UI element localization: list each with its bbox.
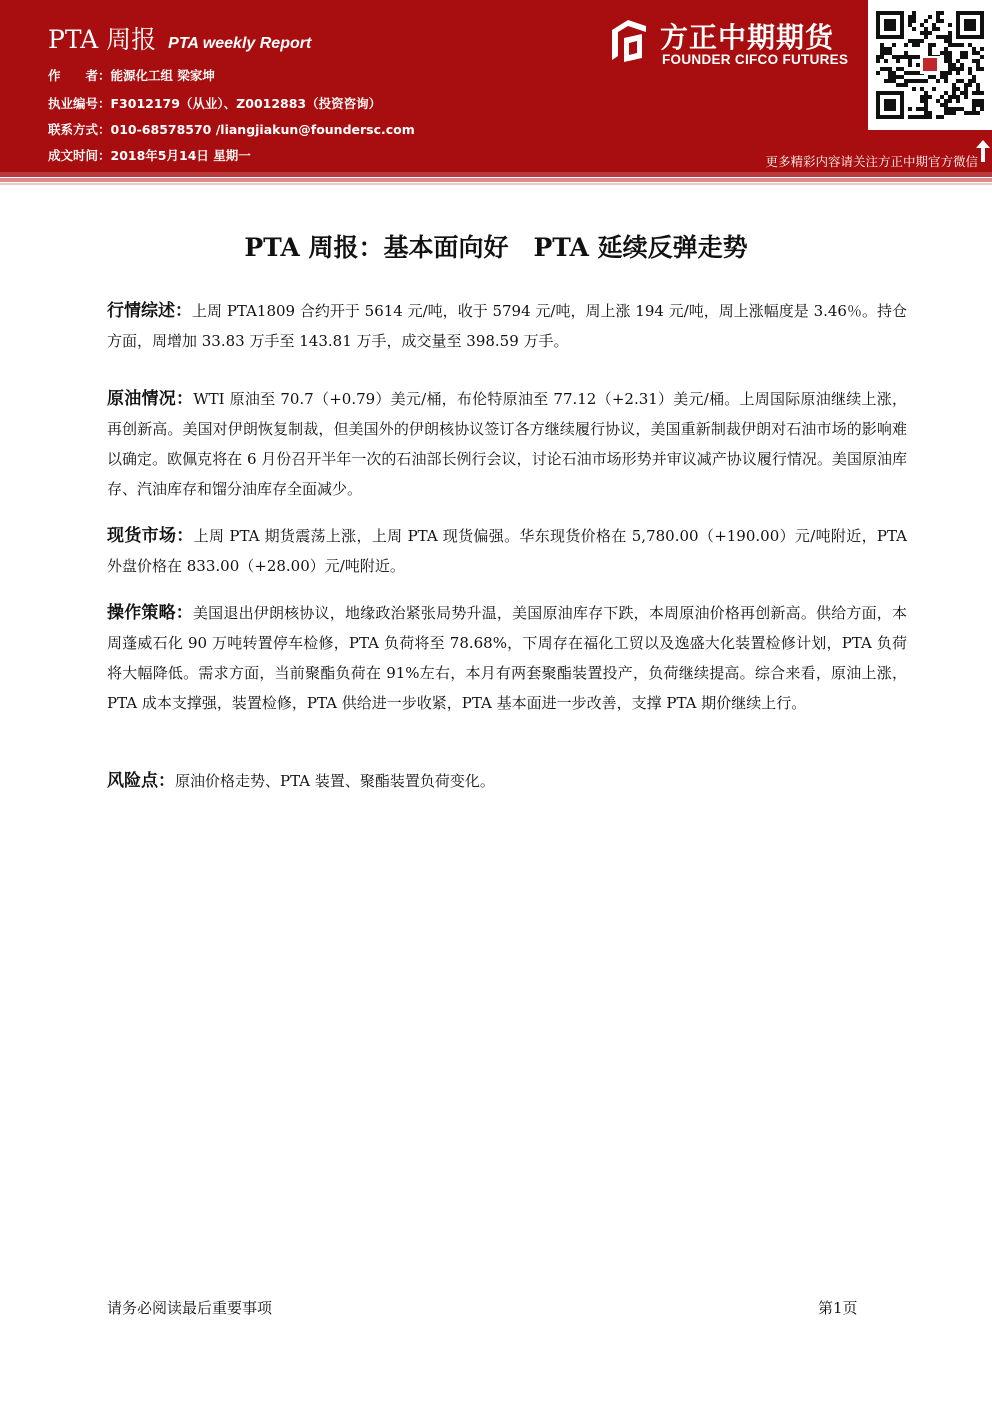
follow-wechat-text: 更多精彩内容请关注方正中期官方微信	[765, 154, 978, 169]
license-line	[48, 94, 381, 112]
logo-chinese-name: 方正中期期货	[660, 21, 835, 54]
author-value: 能源化工组 梁家坤	[110, 68, 215, 83]
section-strategy	[107, 598, 907, 718]
license-value: F3012179（从业）、Z0012883（投资咨询）	[110, 96, 382, 111]
license-label: 执业编号：	[48, 96, 111, 111]
date-value: 2018年5月14日 星期一	[110, 148, 251, 163]
report-title-row	[48, 20, 311, 56]
section-heading: 原油情况：	[107, 389, 194, 409]
date-line	[48, 146, 251, 164]
footer-notice: 请务必阅读最后重要事项	[107, 1299, 273, 1317]
section-spot-market	[107, 521, 907, 581]
logo-english-name: FOUNDER CIFCO FUTURES	[662, 52, 849, 67]
logo-mark-icon	[608, 18, 650, 64]
author-line	[48, 66, 215, 84]
section-text: 上周 PTA1809 合约开于 5614 元/吨，收于 5794 元/吨，周上涨 194 元/吨，周上涨幅度是 3.46％。持仓方面，周增加 33.83 万手至 143.81 万手，成交量至 398.59 万手。	[107, 302, 907, 350]
section-crude-oil	[107, 384, 907, 504]
header-divider	[0, 172, 992, 177]
arrow-up-icon	[976, 140, 990, 162]
section-heading: 现货市场：	[107, 526, 194, 546]
qr-code-icon	[876, 6, 984, 124]
section-text: 美国退出伊朗核协议，地缘政治紧张局势升温，美国原油库存下跌，本周原油价格再创新高。供给方面，本周蓬威石化 90 万吨转置停车检修，PTA 负荷将至 78.68%，下周存在福化工贸以及逸盛大化装置检修计划，PTA 负荷将大幅降低。需求方面，当前聚酯负荷在 91%左右，本月有两套聚酯装置投产，负荷继续提高。综合来看，原油上涨，PTA 成本支撑强，装置检修，PTA 供给进一步收紧，PTA 基本面进一步改善，支撑 PTA 期价继续上行。	[107, 604, 907, 712]
section-heading: 风险点：	[107, 771, 175, 791]
section-text: WTI 原油至 70.7（+0.79）美元/桶，布伦特原油至 77.12（+2.31）美元/桶。上周国际原油继续上涨，再创新高。美国对伊朗恢复制裁，但美国外的伊朗核协议签订各方继续履行协议，美国重新制裁伊朗对石油市场的影响难以确定。欧佩克将在 6 月份召开半年一次的石油部长例行会议，讨论石油市场形势并审议减产协议履行情况。美国原油库存、汽油库存和馏分油库存全面减少。	[107, 390, 907, 498]
section-text: 原油价格走势、PTA 装置、聚酯装置负荷变化。	[175, 772, 495, 790]
contact-value[interactable]: 010-68578570 /liangjiakun@foundersc.com	[110, 122, 415, 137]
report-title: PTA 周报	[48, 25, 157, 54]
section-risk	[107, 766, 907, 796]
header-divider-light	[0, 178, 992, 182]
date-label: 成文时间：	[48, 148, 111, 163]
report-header	[0, 0, 992, 172]
section-heading: 行情综述：	[107, 301, 193, 321]
company-logo	[608, 14, 863, 70]
section-text: 上周 PTA 期货震荡上涨，上周 PTA 现货偏强。华东现货价格在 5,780.00（+190.00）元/吨附近，PTA 外盘价格在 833.00（+28.00）元/吨附近。	[107, 527, 908, 575]
author-label: 作 者：	[48, 68, 111, 83]
page-number: 第1页	[818, 1299, 858, 1317]
section-market-overview	[107, 296, 907, 356]
report-subtitle: PTA weekly Report	[168, 35, 312, 52]
contact-label: 联系方式：	[48, 122, 111, 137]
header-divider-faint	[0, 183, 992, 185]
section-heading: 操作策略：	[107, 603, 193, 623]
contact-line	[48, 120, 415, 138]
wechat-qr-code	[868, 0, 992, 130]
document-title: PTA 周报：基本面向好 PTA 延续反弹走势	[244, 233, 748, 262]
